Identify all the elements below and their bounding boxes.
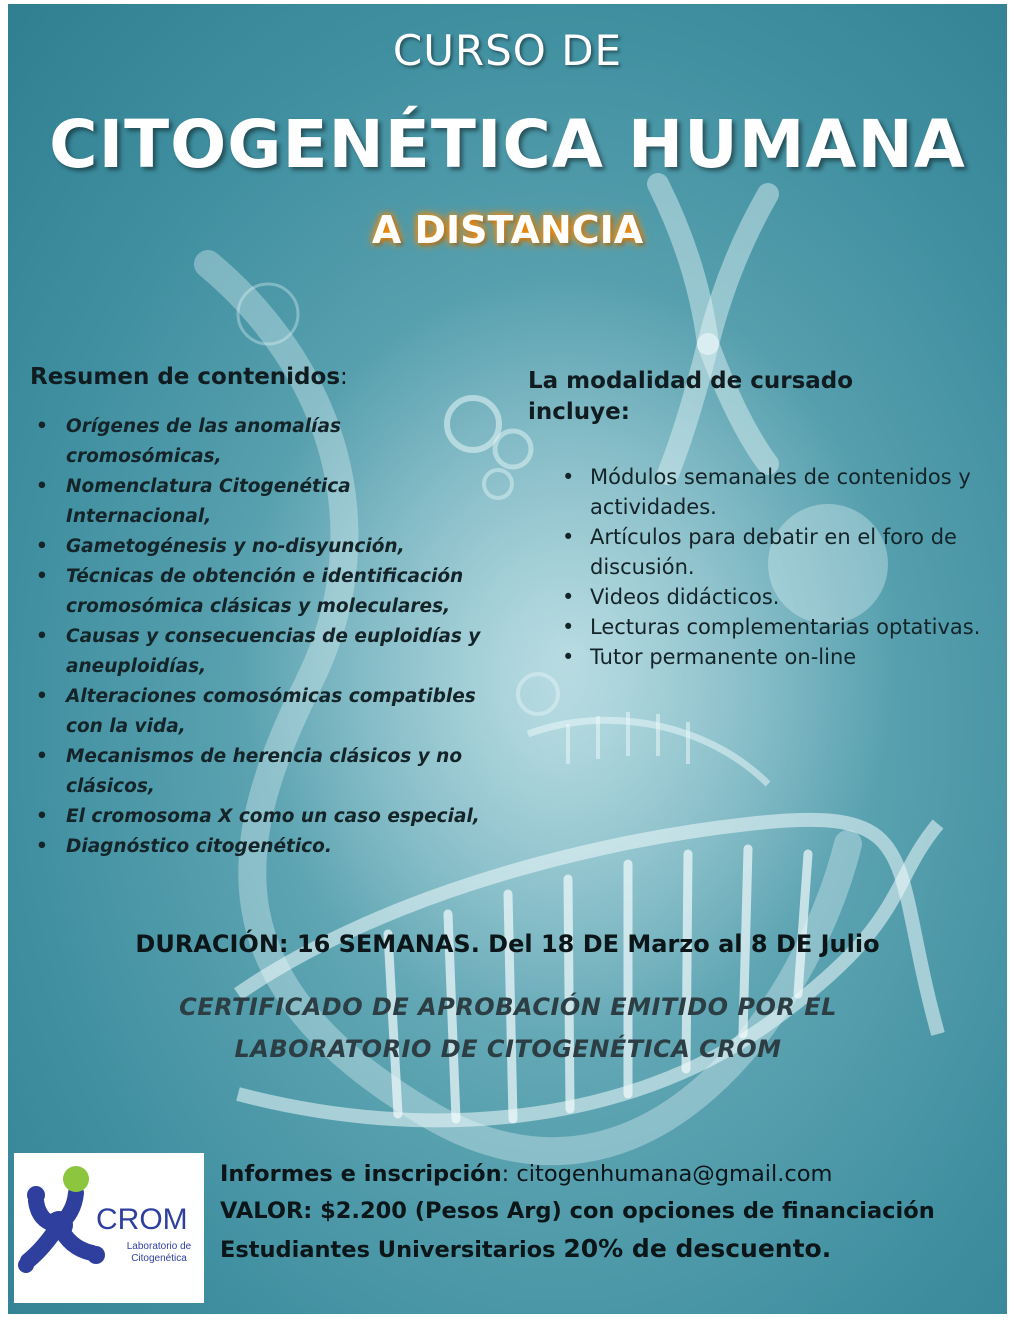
discount-text: 20% de descuento. xyxy=(563,1234,832,1263)
list-item: • El cromosoma X como un caso especial, xyxy=(30,802,500,832)
modality-heading: La modalidad de cursado incluye: xyxy=(528,368,854,425)
poster xyxy=(8,4,1007,1314)
logo-name: CROM xyxy=(96,1203,188,1236)
certificate-line-1: CERTIFICADO DE APROBACIÓN EMITIDO POR EL xyxy=(179,993,837,1021)
contact-email[interactable]: citogenhumana@gmail.com xyxy=(516,1161,833,1187)
valor-rest: con opciones de financiación xyxy=(561,1198,935,1224)
list-item: • Videos didácticos. xyxy=(556,582,996,612)
list-item: • Mecanismos de herencia clásicos y no clásicos, xyxy=(30,742,500,802)
list-item: • Módulos semanales de contenidos y actividades. xyxy=(556,462,996,522)
contents-heading-text: Resumen de contenidos xyxy=(30,364,341,390)
informes-label: Informes e inscripción xyxy=(220,1161,502,1187)
logo-subtitle xyxy=(114,1241,204,1265)
title-main: CITOGENÉTICA HUMANA xyxy=(49,106,966,183)
logo-subtitle-line-1: Laboratorio de xyxy=(126,1241,192,1252)
crom-logo xyxy=(14,1153,204,1303)
valor-label: VALOR: $2.200 (Pesos Arg) xyxy=(220,1198,562,1224)
list-item: • Tutor permanente on-line xyxy=(556,642,996,672)
contents-heading xyxy=(30,364,348,390)
modality-list xyxy=(556,462,996,672)
students-line xyxy=(220,1230,1005,1269)
certificate-line-2: LABORATORIO DE CITOGENÉTICA CROM xyxy=(234,1035,782,1063)
contents-list xyxy=(30,412,500,862)
contents-heading-colon: : xyxy=(340,364,348,390)
list-item: • Lecturas complementarias optativas. xyxy=(556,612,996,642)
duration-text: DURACIÓN: 16 SEMANAS. Del 18 DE Marzo al 8 DE Julio xyxy=(135,930,880,958)
list-item: • Orígenes de las anomalías cromosómicas, xyxy=(30,412,500,472)
logo-subtitle-line-2: Citogenética xyxy=(131,1253,187,1264)
title-subtitle: A DISTANCIA xyxy=(371,208,644,252)
contact-info xyxy=(220,1156,1005,1269)
list-item: • Nomenclatura Citogenética Internacional, xyxy=(30,472,500,532)
list-item: • Artículos para debatir en el foro de discusión. xyxy=(556,522,996,582)
informes-separator: : xyxy=(501,1161,517,1187)
valor-line xyxy=(220,1193,1005,1230)
list-item: • Causas y consecuencias de euploidías y aneuploidías, xyxy=(30,622,500,682)
list-item: • Técnicas de obtención e identificación cromosómica clásicas y moleculares, xyxy=(30,562,500,622)
list-item: • Alteraciones comosómicas compatibles con la vida, xyxy=(30,682,500,742)
certificate-text xyxy=(108,986,908,1070)
title-line-1: CURSO DE xyxy=(392,26,623,75)
list-item: • Gametogénesis y no-disyunción, xyxy=(30,532,500,562)
informes-line xyxy=(220,1156,1005,1193)
list-item: • Diagnóstico citogenético. xyxy=(30,832,500,862)
students-label: Estudiantes Universitarios xyxy=(220,1237,556,1263)
